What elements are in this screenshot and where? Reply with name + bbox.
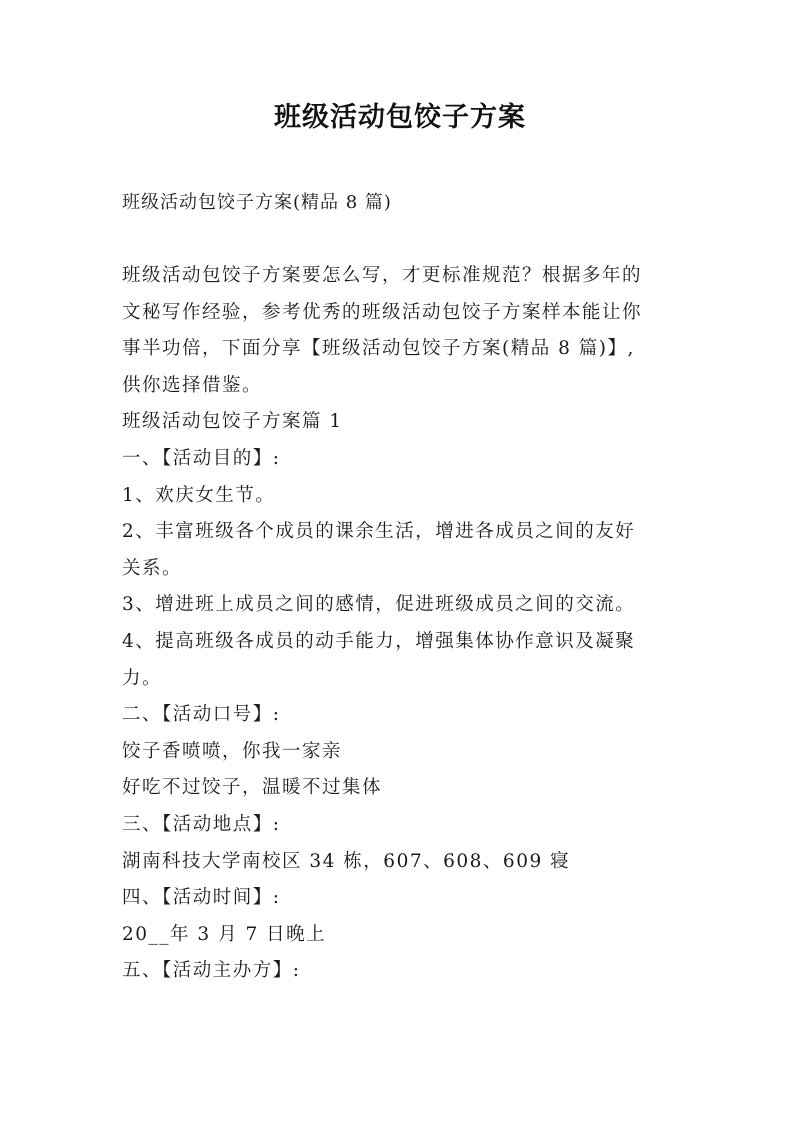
document-body <box>122 258 688 990</box>
body-line: 文秘写作经验，参考优秀的班级活动包饺子方案样本能让你 <box>122 301 643 323</box>
time-line: 20__年 3 月 7 日晚上 <box>122 923 327 945</box>
body-line: 供你选择借鉴。 <box>122 374 263 396</box>
section-heading: 三、【活动地点】: <box>122 813 281 835</box>
list-item: 1、欢庆女生节。 <box>122 484 276 506</box>
document-subtitle: 班级活动包饺子方案(精品 8 篇) <box>122 192 392 213</box>
document-title: 班级活动包饺子方案 <box>274 102 526 133</box>
list-item: 力。 <box>122 667 163 689</box>
section-heading: 五、【活动主办方】: <box>122 960 301 982</box>
list-item: 3、增进班上成员之间的感情，促进班级成员之间的交流。 <box>122 594 636 616</box>
section-heading: 班级活动包饺子方案篇 1 <box>122 411 343 433</box>
slogan-line: 好吃不过饺子，温暖不过集体 <box>122 777 383 799</box>
section-heading: 四、【活动时间】: <box>122 887 281 909</box>
section-heading: 一、【活动目的】: <box>122 447 281 469</box>
list-item: 4、提高班级各成员的动手能力，增强集体协作意识及凝聚 <box>122 630 636 652</box>
list-item: 2、丰富班级各个成员的课余生活，增进各成员之间的友好 <box>122 521 636 543</box>
location-line: 湖南科技大学南校区 34 栋，607、608、609 寝 <box>122 850 571 872</box>
body-line: 事半功倍，下面分享【班级活动包饺子方案(精品 8 篇)】, <box>122 338 635 360</box>
list-item: 关系。 <box>122 557 183 579</box>
section-heading: 二、【活动口号】: <box>122 704 281 726</box>
body-line: 班级活动包饺子方案要怎么写，才更标准规范？根据多年的 <box>122 265 643 286</box>
slogan-line: 饺子香喷喷，你我一家亲 <box>122 740 343 762</box>
